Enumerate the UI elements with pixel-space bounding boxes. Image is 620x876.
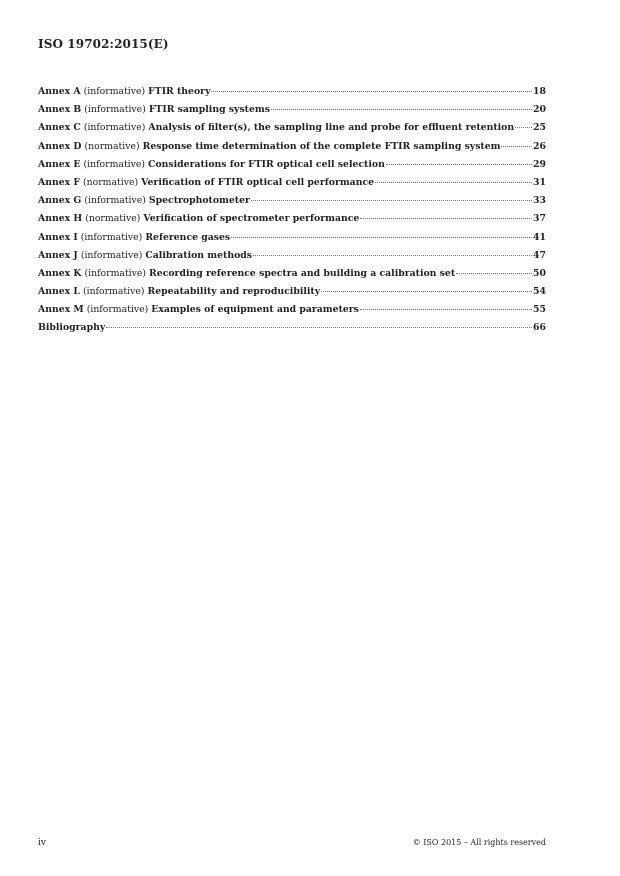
annex-label: Annex H — [38, 213, 83, 225]
toc-entry[interactable] — [38, 104, 546, 122]
annex-type: (normative) — [85, 213, 141, 225]
annex-label: Annex J — [38, 249, 78, 261]
page-ref: 37 — [533, 213, 546, 225]
entry-title: Response time determination of the complete FTIR sampling system — [142, 140, 501, 152]
dot-leader — [321, 291, 532, 292]
dot-leader — [231, 237, 532, 238]
annex-label: Annex B — [38, 104, 82, 116]
annex-label: Annex M — [38, 304, 84, 316]
toc-entry[interactable] — [38, 232, 546, 250]
dot-leader — [211, 91, 532, 92]
annex-label: Annex F — [38, 176, 81, 188]
dot-leader — [360, 218, 532, 219]
page-ref: 18 — [533, 86, 546, 97]
entry-title: Analysis of filter(s), the sampling line and probe for effluent retention — [148, 122, 515, 134]
annex-label: Annex I — [38, 231, 78, 243]
entry-title: Recording reference spectra and building a calibration set — [149, 267, 456, 279]
page-ref: 20 — [533, 104, 546, 116]
annex-type: (informative) — [80, 249, 143, 261]
document-header: ISO 19702:2015(E) — [38, 37, 169, 51]
entry-title: Verification of spectrometer performance — [143, 213, 360, 225]
page-ref: 29 — [533, 158, 546, 170]
annex-type: (informative) — [82, 286, 145, 298]
page-ref: 25 — [533, 122, 546, 134]
dot-leader — [251, 200, 532, 201]
dot-leader — [501, 146, 532, 147]
dot-leader — [271, 109, 532, 110]
annex-type: (informative) — [84, 195, 146, 207]
entry-title: FTIR theory — [148, 86, 211, 97]
entry-title: Calibration methods — [145, 249, 253, 261]
entry-title: Bibliography — [38, 322, 106, 334]
entry-title: Repeatability and reproducibility — [147, 286, 321, 298]
page-ref: 55 — [533, 304, 546, 316]
page-ref: 26 — [533, 140, 546, 152]
page-ref: 50 — [533, 267, 546, 279]
entry-title: Spectrophotometer — [148, 195, 250, 207]
copyright-notice: © ISO 2015 – All rights reserved — [412, 838, 546, 847]
page-number: iv — [38, 838, 46, 848]
dot-leader — [375, 182, 532, 183]
annex-type: (informative) — [83, 158, 146, 170]
annex-type: (informative) — [83, 122, 146, 134]
toc-entry[interactable] — [38, 159, 546, 177]
entry-title: Reference gases — [145, 231, 231, 243]
entry-title: Verification of FTIR optical cell performance — [141, 176, 375, 188]
annex-type: (informative) — [86, 304, 149, 316]
toc-entry[interactable] — [38, 268, 546, 286]
annex-label: Annex A — [38, 86, 81, 97]
page-ref: 66 — [533, 322, 546, 334]
annex-type: (informative) — [83, 86, 146, 97]
toc-entry[interactable] — [38, 177, 546, 195]
toc-entry[interactable] — [38, 250, 546, 268]
annex-type: (informative) — [84, 267, 147, 279]
table-of-contents — [38, 86, 546, 341]
annex-type: (normative) — [83, 176, 139, 188]
page-ref: 33 — [533, 195, 546, 207]
page-ref: 47 — [533, 249, 546, 261]
toc-entry[interactable] — [38, 141, 546, 159]
entry-title: Examples of equipment and parameters — [151, 304, 359, 316]
annex-type: (informative) — [80, 231, 143, 243]
toc-entry[interactable] — [38, 195, 546, 213]
toc-entry[interactable] — [38, 286, 546, 304]
dot-leader — [515, 127, 532, 128]
annex-label: Annex G — [38, 195, 82, 207]
annex-label: Annex D — [38, 140, 82, 152]
annex-type: (informative) — [84, 104, 146, 116]
annex-label: Annex K — [38, 267, 82, 279]
toc-entry[interactable] — [38, 304, 546, 322]
dot-leader — [253, 255, 532, 256]
dot-leader — [386, 164, 532, 165]
entry-title: Considerations for FTIR optical cell selection — [148, 158, 385, 170]
dot-leader — [106, 327, 532, 328]
toc-entry[interactable] — [38, 122, 546, 140]
annex-label: Annex C — [38, 122, 81, 134]
annex-label: Annex E — [38, 158, 81, 170]
toc-entry[interactable] — [38, 86, 546, 104]
toc-entry[interactable] — [38, 322, 546, 340]
annex-type: (normative) — [84, 140, 140, 152]
page-ref: 31 — [533, 176, 546, 188]
dot-leader — [360, 309, 532, 310]
entry-title: FTIR sampling systems — [148, 104, 270, 116]
annex-label: Annex L — [38, 286, 80, 298]
toc-entry[interactable] — [38, 213, 546, 231]
page-ref: 41 — [533, 231, 546, 243]
page-ref: 54 — [533, 286, 546, 298]
dot-leader — [456, 273, 532, 274]
